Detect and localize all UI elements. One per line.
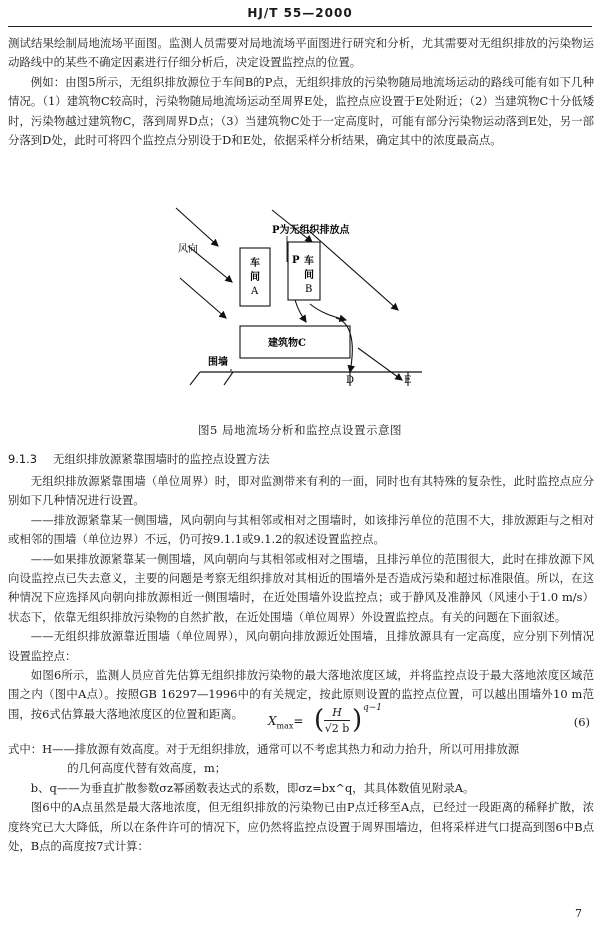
formula-number: (6) (573, 715, 590, 729)
figure-5-diagram (160, 200, 430, 400)
paragraph-point-a: 图6中的A点虽然是最大落地浓度，但无组织排放的污染物已由P点迁移至A点，已经过一段距离的稀释扩散，浓度终究已大大降低，所以在条件许可的情况下，应仍然将监控点设置于周界围墙边，但将采样进气口提高到图6中B点处，B点的高度按7式计算： (8, 800, 594, 854)
formula-lhs: $X_{max}=$ (268, 714, 304, 731)
paragraph-example: 例如：由图5所示，无组织排放源位于车间B的P点，无组织排放的污染物随局地流场运动的路线可能有如下几种情况。（1）建筑物C较高时，污染物随局地流场运动至周界E处，监控点应设置于E处附近；（2）当建筑物C十分低矮时，污染物越过建筑物C，落到周界D点；（3）当建筑物C处于一定高度时，可能有部分污染物运动落到E处，另一部分落到D处，此时可将四个监控点分别设于D和E处，依据采样分析结果，确定其中的浓度最高点。 (8, 74, 594, 148)
paragraph-case-3: ——无组织排放源靠近围墙（单位周界），风向朝向排放源近处围墙，且排放源具有一定高度，应分别下列情况设置监控点： (8, 629, 594, 663)
p-label: P为无组织排放点 (272, 225, 350, 236)
paragraph-where-bq: b、q——为垂直扩散参数σz幂函数表达式的系数，即σz=bx^q，其具体数值见附录A。 (30, 780, 475, 795)
section-heading (8, 451, 269, 467)
plume-arrow-down (295, 300, 306, 322)
paragraph-case-2: ——如果排放源紧靠某一侧围墙，风向朝向与其相邻或相对之围墙，且排污单位的范围很大，此时在排放源下风向设监控点已失去意义，主要的问题是考察无组织排放对其相近的围墙外是否造成污染和超过标准限值。所以，在这种情况下应选择风向朝向排放源相近一侧围墙时，在近处围墙外设监控点；或于静风及准静风（风速小于1.0 m/s）状态下，依靠无组织排放污染物的自然扩散，在近处围墙（单位周界）外设置监控点。有关的问题在下面叙述。 (8, 551, 594, 624)
point-d-label: D (346, 375, 355, 386)
fence-hatch-1 (190, 372, 200, 385)
fence-hatch-2 (224, 372, 233, 385)
page-header: HJ/T 55—2000 (247, 6, 353, 20)
top-text-block (8, 34, 594, 150)
point-e-label: E (404, 375, 412, 386)
formula-6 (0, 705, 600, 739)
middle-text-block (8, 472, 594, 724)
paragraph-where-h: 式中：H——排放源有效高度。对于无组织排放，通常可以不考虑其热力和动力抬升，所以可用排放源 (8, 742, 520, 756)
section-number: 9.1.3 (8, 452, 37, 466)
workshop-b-char-2: 间 (304, 270, 314, 281)
page-number: 7 (575, 907, 582, 920)
workshop-a-char-2: 间 (250, 272, 260, 283)
paragraph-continuation: 测试结果绘制局地流场平面图。监测人员需要对局地流场平面图进行研究和分析，尤其需要对无组织排放的污染物运动路线中的某些不确定因素进行仔细分析后，决定设置监控点的位置。 (8, 36, 594, 70)
bottom-text-block (8, 740, 594, 856)
formula-denominator: √2 b (324, 722, 350, 735)
formula-left-paren: ( (314, 705, 325, 735)
wind-arrow-5 (308, 230, 398, 310)
workshop-a-char-1: 车 (250, 258, 260, 269)
wind-arrow-1 (176, 208, 218, 246)
workshop-b-char-3: B (305, 284, 313, 295)
workshop-a-char-3: A (251, 286, 259, 297)
formula-numerator: H (324, 706, 350, 721)
flow-to-e (358, 348, 402, 380)
paragraph-intro: 无组织排放源紧靠围墙（单位周界）时，即对监测带来有利的一面，同时也有其特殊的复杂性，此时监控点应分别如下几种情况进行设置。 (8, 474, 594, 508)
paragraph-case-1: ——排放源紧靠某一侧围墙，风向朝向与其相邻或相对之围墙时，如该排污单位的范围不大，排放源距与之相对或相邻的围墙（单位边界）不远，仍可按9.1.1或9.1.2的叙述设置监控点。 (8, 512, 594, 547)
paragraph-where-h-cont: 的几何高度代替有效高度，m； (67, 761, 227, 776)
header-rule (8, 26, 592, 27)
workshop-b-char-1: 车 (304, 256, 314, 267)
wind-label: 风向 (178, 244, 198, 255)
formula-fraction (324, 706, 350, 736)
p-point-label: P (292, 255, 300, 266)
figure-caption: 图5 局地流场分析和监控点设置示意图 (198, 423, 402, 437)
wind-arrow-3 (180, 278, 226, 318)
formula-right-paren: ) (352, 705, 363, 735)
fence-label: 围墙 (208, 357, 228, 368)
formula-exponent: q−1 (363, 703, 383, 713)
building-c-label: 建筑物C (268, 338, 306, 349)
section-title: 无组织排放源紧靠围墙时的监控点设置方法 (52, 452, 270, 466)
paragraph-figure-6: 如图6所示，监测人员应首先估算无组织排放污染物的最大落地浓度区域，并将监控点设于最大落地浓度区域范围之内（图中A点）。按照GB 16297—1996中的有关规定，按此原则设置的监控点位置，可以越出围墙外10 m范围，按6式估算最大落地浓度区的位置和距离。 (8, 668, 594, 721)
plume-arrow-right (310, 304, 346, 320)
